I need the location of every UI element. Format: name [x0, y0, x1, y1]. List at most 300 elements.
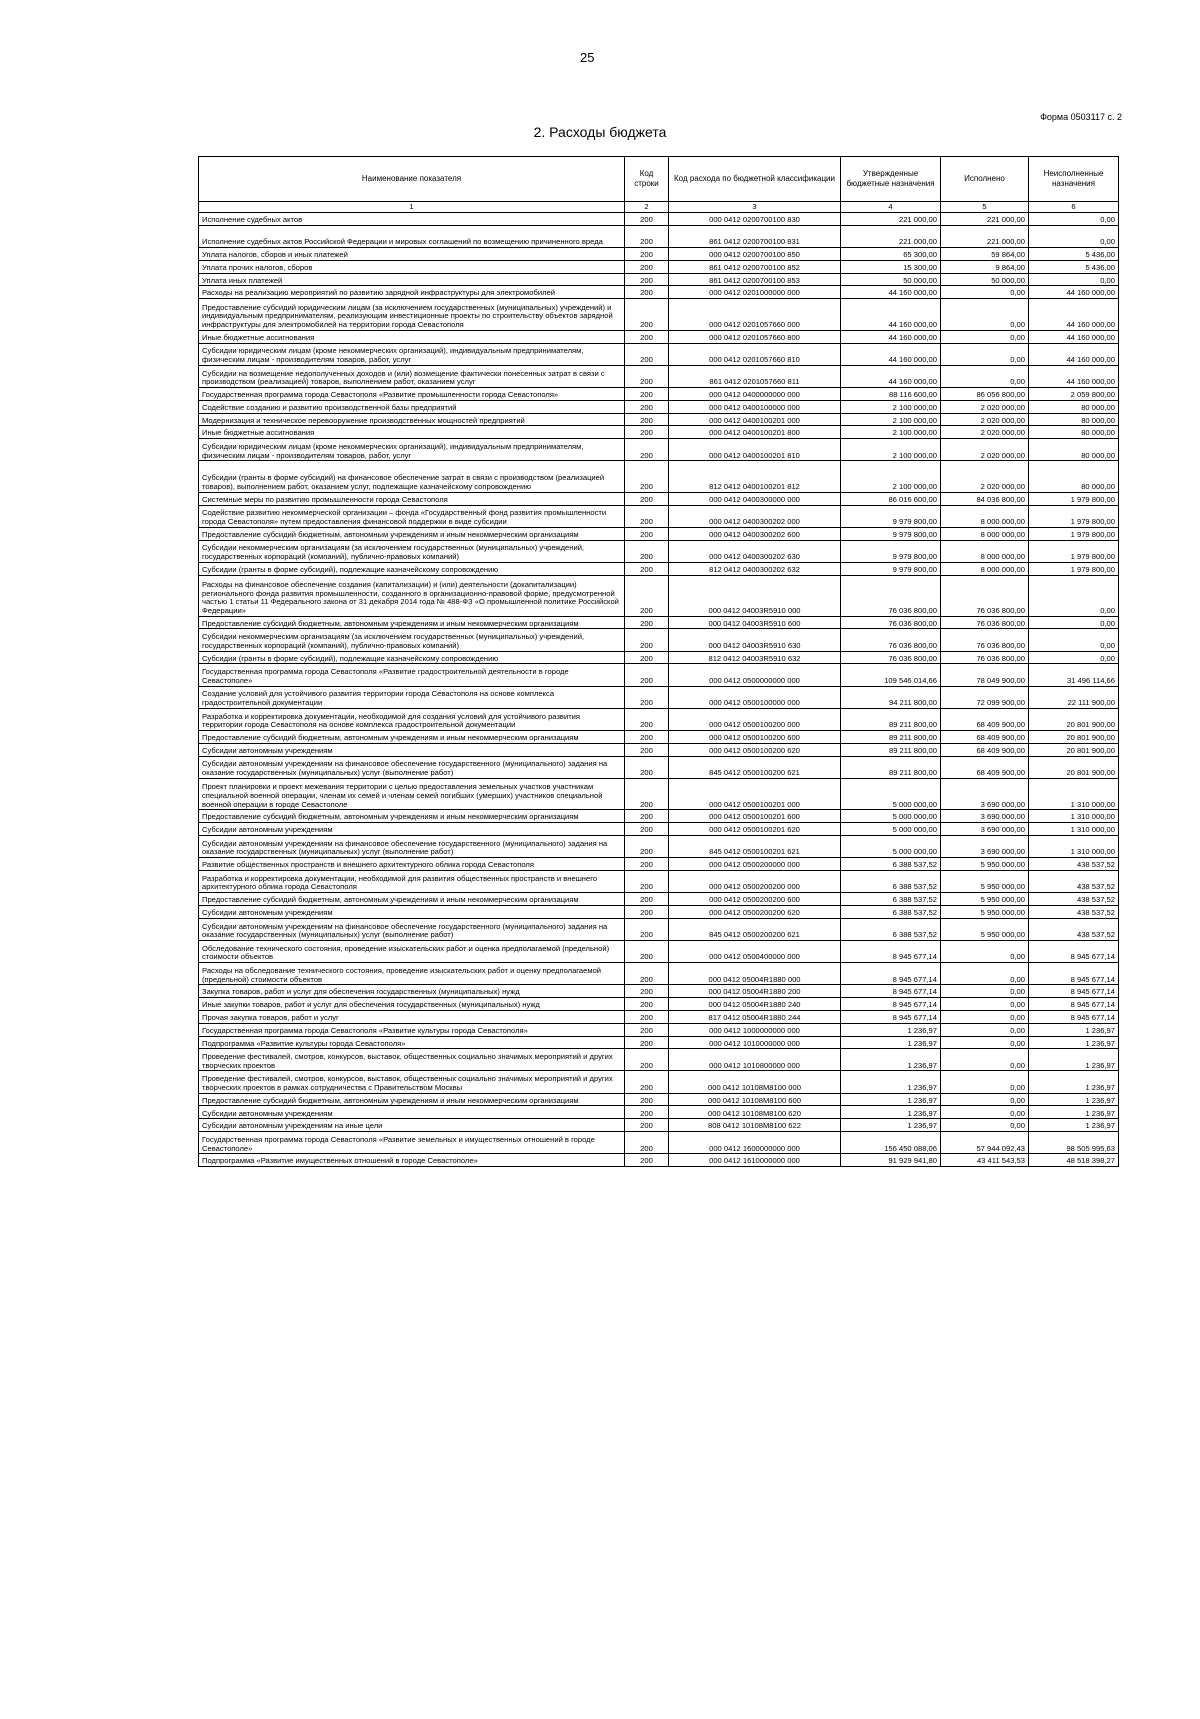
column-number: 3 — [669, 202, 841, 213]
row-name: Разработка и корректировка документации, необходимой для развития общественных пространств и внешнего архитектурного облика города Севастополя — [199, 870, 625, 892]
table-row — [199, 778, 1119, 810]
table-row — [199, 743, 1119, 756]
row-line-code: 200 — [625, 918, 669, 940]
row-approved: 6 388 537,52 — [841, 858, 941, 871]
row-budget-code: 000 0412 0400300202 600 — [669, 527, 841, 540]
row-approved: 50 000,00 — [841, 273, 941, 286]
table-row — [199, 1023, 1119, 1036]
row-executed: 5 950 000,00 — [941, 858, 1029, 871]
row-executed: 2 020 000,00 — [941, 461, 1029, 493]
row-line-code: 200 — [625, 400, 669, 413]
row-unexecuted: 80 000,00 — [1029, 461, 1119, 493]
row-name: Развитие общественных пространств и внешнего архитектурного облика города Севастополя — [199, 858, 625, 871]
row-line-code: 200 — [625, 998, 669, 1011]
row-approved: 88 116 600,00 — [841, 387, 941, 400]
row-unexecuted: 1 236,97 — [1029, 1106, 1119, 1119]
row-budget-code: 000 0412 0500200200 620 — [669, 905, 841, 918]
row-approved: 221 000,00 — [841, 213, 941, 226]
row-approved: 44 160 000,00 — [841, 286, 941, 299]
header-unexecuted: Неисполненные назначения — [1029, 157, 1119, 202]
row-executed: 0,00 — [941, 1036, 1029, 1049]
row-approved: 15 300,00 — [841, 260, 941, 273]
row-budget-code: 808 0412 10108M8100 622 — [669, 1119, 841, 1132]
table-row — [199, 616, 1119, 629]
row-line-code: 200 — [625, 273, 669, 286]
row-budget-code: 000 0412 0500000000 000 — [669, 664, 841, 686]
row-budget-code: 000 0412 0500100200 620 — [669, 743, 841, 756]
row-name: Иные закупки товаров, работ и услуг для обеспечения государственных (муниципальных) нужд — [199, 998, 625, 1011]
row-line-code: 200 — [625, 1023, 669, 1036]
row-unexecuted: 1 310 000,00 — [1029, 810, 1119, 823]
row-name: Обследование технического состояния, проведение изыскательских работ и оценка предполагаемой (предельной) стоимости объектов — [199, 940, 625, 962]
row-name: Подпрограмма «Развитие имущественных отношений в городе Севастополе» — [199, 1154, 625, 1167]
row-approved: 2 100 000,00 — [841, 400, 941, 413]
row-executed: 0,00 — [941, 343, 1029, 365]
row-unexecuted: 1 236,97 — [1029, 1071, 1119, 1093]
row-executed: 84 036 800,00 — [941, 492, 1029, 505]
row-unexecuted: 1 979 800,00 — [1029, 492, 1119, 505]
column-number-row — [199, 202, 1119, 213]
row-approved: 89 211 800,00 — [841, 743, 941, 756]
row-executed: 0,00 — [941, 985, 1029, 998]
row-executed: 3 690 000,00 — [941, 835, 1029, 857]
row-name: Предоставление субсидий бюджетным, автономным учреждениям и иным некоммерческим организациям — [199, 893, 625, 906]
row-line-code: 200 — [625, 858, 669, 871]
row-line-code: 200 — [625, 1119, 669, 1132]
row-approved: 8 945 677,14 — [841, 963, 941, 985]
table-row — [199, 835, 1119, 857]
row-name: Проект планировки и проект межевания территории с целью предоставления земельных участков участникам специальной военной операции, членам их семей и членам семей погибших (умерших) участников специальной военной операции в городе Севастополе — [199, 778, 625, 810]
table-row — [199, 461, 1119, 493]
table-row — [199, 505, 1119, 527]
row-line-code: 200 — [625, 664, 669, 686]
row-unexecuted: 0,00 — [1029, 225, 1119, 247]
row-executed: 0,00 — [941, 1106, 1029, 1119]
row-executed: 0,00 — [941, 940, 1029, 962]
row-executed: 2 020 000,00 — [941, 413, 1029, 426]
row-unexecuted: 1 236,97 — [1029, 1093, 1119, 1106]
table-row — [199, 629, 1119, 651]
row-unexecuted: 44 160 000,00 — [1029, 365, 1119, 387]
row-line-code: 200 — [625, 575, 669, 616]
row-executed: 0,00 — [941, 365, 1029, 387]
row-budget-code: 000 0412 0400100201 810 — [669, 439, 841, 461]
row-unexecuted: 5 436,00 — [1029, 260, 1119, 273]
row-executed: 68 409 900,00 — [941, 731, 1029, 744]
row-approved: 9 979 800,00 — [841, 562, 941, 575]
table-row — [199, 387, 1119, 400]
row-executed: 86 056 800,00 — [941, 387, 1029, 400]
row-line-code: 200 — [625, 651, 669, 664]
row-unexecuted: 1 236,97 — [1029, 1036, 1119, 1049]
row-name: Предоставление субсидий бюджетным, автономным учреждениям и иным некоммерческим организациям — [199, 810, 625, 823]
row-budget-code: 861 0412 0201057660 811 — [669, 365, 841, 387]
row-approved: 6 388 537,52 — [841, 893, 941, 906]
row-unexecuted: 1 979 800,00 — [1029, 540, 1119, 562]
row-approved: 8 945 677,14 — [841, 940, 941, 962]
column-number: 6 — [1029, 202, 1119, 213]
row-executed: 2 020 000,00 — [941, 439, 1029, 461]
row-name: Расходы на обследование технического состояния, проведение изыскательских работ и оценку предполагаемой (предельной) стоимости объектов — [199, 963, 625, 985]
row-budget-code: 000 0412 0200700100 830 — [669, 213, 841, 226]
row-budget-code: 861 0412 0200700100 853 — [669, 273, 841, 286]
row-line-code: 200 — [625, 1132, 669, 1154]
row-budget-code: 000 0412 1610000000 000 — [669, 1154, 841, 1167]
row-executed: 50 000,00 — [941, 273, 1029, 286]
row-line-code: 200 — [625, 905, 669, 918]
section-title: 2. Расходы бюджета — [533, 124, 667, 140]
row-executed: 0,00 — [941, 330, 1029, 343]
row-budget-code: 861 0412 0200700100 831 — [669, 225, 841, 247]
row-budget-code: 000 0412 10108M8100 620 — [669, 1106, 841, 1119]
row-executed: 3 690 000,00 — [941, 823, 1029, 836]
row-unexecuted: 20 801 900,00 — [1029, 708, 1119, 730]
row-executed: 0,00 — [941, 1071, 1029, 1093]
row-line-code: 200 — [625, 492, 669, 505]
row-approved: 76 036 800,00 — [841, 651, 941, 664]
row-unexecuted: 1 310 000,00 — [1029, 823, 1119, 836]
row-budget-code: 000 0412 0500100200 000 — [669, 708, 841, 730]
row-executed: 9 864,00 — [941, 260, 1029, 273]
row-budget-code: 000 0412 0400300202 000 — [669, 505, 841, 527]
row-approved: 8 945 677,14 — [841, 985, 941, 998]
row-unexecuted: 44 160 000,00 — [1029, 330, 1119, 343]
row-name: Субсидии автономным учреждениям на финансовое обеспечение государственного (муниципального) задания на оказание государственных (муниципальных) услуг (выполнение работ) — [199, 918, 625, 940]
row-line-code: 200 — [625, 835, 669, 857]
row-name: Государственная программа города Севастополя «Развитие земельных и имущественных отношений в городе Севастополе» — [199, 1132, 625, 1154]
row-budget-code: 817 0412 05004R1880 244 — [669, 1010, 841, 1023]
row-approved: 1 236,97 — [841, 1071, 941, 1093]
row-approved: 1 236,97 — [841, 1093, 941, 1106]
table-row — [199, 823, 1119, 836]
row-executed: 76 036 800,00 — [941, 629, 1029, 651]
table-row — [199, 1071, 1119, 1093]
row-budget-code: 000 0412 0400300000 000 — [669, 492, 841, 505]
row-budget-code: 000 0412 1010000000 000 — [669, 1036, 841, 1049]
row-unexecuted: 438 537,52 — [1029, 918, 1119, 940]
row-unexecuted: 80 000,00 — [1029, 426, 1119, 439]
table-row — [199, 940, 1119, 962]
table-row — [199, 299, 1119, 331]
row-unexecuted: 80 000,00 — [1029, 439, 1119, 461]
row-approved: 89 211 800,00 — [841, 756, 941, 778]
table-row — [199, 1010, 1119, 1023]
table-row — [199, 527, 1119, 540]
row-executed: 0,00 — [941, 286, 1029, 299]
table-row — [199, 1049, 1119, 1071]
row-executed: 8 000 000,00 — [941, 540, 1029, 562]
row-line-code: 200 — [625, 1093, 669, 1106]
row-name: Субсидии некоммерческим организациям (за исключением государственных (муниципальных) учреждений, государственных корпораций (компаний), публично-правовых компаний) — [199, 540, 625, 562]
row-line-code: 200 — [625, 387, 669, 400]
row-budget-code: 000 0412 05004R1880 240 — [669, 998, 841, 1011]
row-line-code: 200 — [625, 743, 669, 756]
row-executed: 2 020 000,00 — [941, 426, 1029, 439]
row-name: Субсидии (гранты в форме субсидий), подлежащие казначейскому сопровождению — [199, 651, 625, 664]
row-unexecuted: 1 979 800,00 — [1029, 562, 1119, 575]
row-line-code: 200 — [625, 616, 669, 629]
row-unexecuted: 438 537,52 — [1029, 893, 1119, 906]
row-budget-code: 000 0412 05004R1880 000 — [669, 963, 841, 985]
row-name: Предоставление субсидий юридическим лицам (за исключением государственных (муниципальных) учреждений) и индивидуальным предпринимателям, реализующим инвестиционные проекты по строительству объектов зарядной инфраструктуры для электромобилей на территории города Севастополя — [199, 299, 625, 331]
row-name: Субсидии автономным учреждениям на финансовое обеспечение государственного (муниципального) задания на оказание государственных (муниципальных) услуг (выполнение работ) — [199, 756, 625, 778]
row-unexecuted: 80 000,00 — [1029, 400, 1119, 413]
row-line-code: 200 — [625, 505, 669, 527]
row-approved: 2 100 000,00 — [841, 461, 941, 493]
row-executed: 0,00 — [941, 998, 1029, 1011]
row-unexecuted: 0,00 — [1029, 616, 1119, 629]
table-row — [199, 439, 1119, 461]
row-approved: 1 236,97 — [841, 1049, 941, 1071]
table-row — [199, 686, 1119, 708]
column-number: 2 — [625, 202, 669, 213]
row-unexecuted: 438 537,52 — [1029, 905, 1119, 918]
row-approved: 9 979 800,00 — [841, 505, 941, 527]
row-executed: 5 950 000,00 — [941, 918, 1029, 940]
row-executed: 2 020 000,00 — [941, 400, 1029, 413]
row-executed: 5 950 000,00 — [941, 870, 1029, 892]
row-budget-code: 000 0412 0500100200 600 — [669, 731, 841, 744]
row-executed: 68 409 900,00 — [941, 756, 1029, 778]
row-unexecuted: 44 160 000,00 — [1029, 299, 1119, 331]
row-approved: 221 000,00 — [841, 225, 941, 247]
row-approved: 9 979 800,00 — [841, 540, 941, 562]
row-budget-code: 000 0412 10108M8100 000 — [669, 1071, 841, 1093]
row-executed: 8 000 000,00 — [941, 562, 1029, 575]
row-unexecuted: 48 518 398,27 — [1029, 1154, 1119, 1167]
row-line-code: 200 — [625, 299, 669, 331]
row-approved: 5 000 000,00 — [841, 810, 941, 823]
form-label: Форма 0503117 с. 2 — [1040, 112, 1122, 122]
table-body — [199, 213, 1119, 1167]
table-row — [199, 540, 1119, 562]
row-approved: 89 211 800,00 — [841, 731, 941, 744]
row-line-code: 200 — [625, 708, 669, 730]
row-line-code: 200 — [625, 985, 669, 998]
row-line-code: 200 — [625, 330, 669, 343]
row-name: Субсидии юридическим лицам (кроме некоммерческих организаций), индивидуальным предпринимателям, физическим лицам - производителям товаров, работ, услуг — [199, 343, 625, 365]
row-budget-code: 000 0412 10108M8100 600 — [669, 1093, 841, 1106]
row-executed: 0,00 — [941, 299, 1029, 331]
row-name: Прочая закупка товаров, работ и услуг — [199, 1010, 625, 1023]
row-line-code: 200 — [625, 731, 669, 744]
row-budget-code: 000 0412 04003R5910 630 — [669, 629, 841, 651]
table-row — [199, 1093, 1119, 1106]
row-line-code: 200 — [625, 1049, 669, 1071]
row-unexecuted: 1 310 000,00 — [1029, 778, 1119, 810]
row-approved: 5 000 000,00 — [841, 835, 941, 857]
row-line-code: 200 — [625, 527, 669, 540]
row-name: Модернизация и техническое перевооружение производственных мощностей предприятий — [199, 413, 625, 426]
row-budget-code: 000 0412 0500400000 000 — [669, 940, 841, 962]
row-approved: 6 388 537,52 — [841, 905, 941, 918]
row-approved: 5 000 000,00 — [841, 778, 941, 810]
row-name: Субсидии автономным учреждениям на иные цели — [199, 1119, 625, 1132]
table-row — [199, 998, 1119, 1011]
row-approved: 2 100 000,00 — [841, 426, 941, 439]
row-approved: 8 945 677,14 — [841, 998, 941, 1011]
row-line-code: 200 — [625, 426, 669, 439]
table-row — [199, 985, 1119, 998]
header-approved: Утвержденные бюджетные назначения — [841, 157, 941, 202]
row-budget-code: 000 0412 0500200200 600 — [669, 893, 841, 906]
row-executed: 0,00 — [941, 1093, 1029, 1106]
table-row — [199, 247, 1119, 260]
row-line-code: 200 — [625, 629, 669, 651]
row-executed: 0,00 — [941, 1049, 1029, 1071]
row-name: Системные меры по развитию промышленности города Севастополя — [199, 492, 625, 505]
row-line-code: 200 — [625, 413, 669, 426]
row-executed: 0,00 — [941, 963, 1029, 985]
row-budget-code: 000 0412 0500200000 000 — [669, 858, 841, 871]
row-budget-code: 000 0412 0500100201 000 — [669, 778, 841, 810]
row-budget-code: 000 0412 0201057660 000 — [669, 299, 841, 331]
row-unexecuted: 0,00 — [1029, 651, 1119, 664]
row-executed: 221 000,00 — [941, 213, 1029, 226]
table-row — [199, 575, 1119, 616]
row-unexecuted: 438 537,52 — [1029, 858, 1119, 871]
row-unexecuted: 0,00 — [1029, 629, 1119, 651]
row-line-code: 200 — [625, 686, 669, 708]
row-unexecuted: 8 945 677,14 — [1029, 963, 1119, 985]
table-row — [199, 731, 1119, 744]
row-budget-code: 845 0412 0500100200 621 — [669, 756, 841, 778]
row-unexecuted: 8 945 677,14 — [1029, 998, 1119, 1011]
row-name: Субсидии некоммерческим организациям (за исключением государственных (муниципальных) учреждений, государственных корпораций (компаний), публично-правовых компаний) — [199, 629, 625, 651]
row-executed: 57 944 092,43 — [941, 1132, 1029, 1154]
row-executed: 0,00 — [941, 1023, 1029, 1036]
row-approved: 1 236,97 — [841, 1106, 941, 1119]
table-row — [199, 963, 1119, 985]
row-unexecuted: 20 801 900,00 — [1029, 731, 1119, 744]
row-line-code: 200 — [625, 1106, 669, 1119]
row-approved: 8 945 677,14 — [841, 1010, 941, 1023]
row-approved: 109 546 014,66 — [841, 664, 941, 686]
row-executed: 43 411 543,53 — [941, 1154, 1029, 1167]
row-name: Субсидии (гранты в форме субсидий) на финансовое обеспечение затрат в связи с производством (реализацией товаров), выполнением работ, оказанием услуг, подлежащие казначейскому сопровождению — [199, 461, 625, 493]
row-budget-code: 812 0412 04003R5910 632 — [669, 651, 841, 664]
row-name: Субсидии юридическим лицам (кроме некоммерческих организаций), индивидуальным предпринимателям, физическим лицам - производителям товаров, работ, услуг — [199, 439, 625, 461]
row-budget-code: 000 0412 04003R5910 600 — [669, 616, 841, 629]
row-line-code: 200 — [625, 213, 669, 226]
row-budget-code: 000 0412 04003R5910 000 — [669, 575, 841, 616]
row-line-code: 200 — [625, 562, 669, 575]
row-unexecuted: 5 436,00 — [1029, 247, 1119, 260]
row-line-code: 200 — [625, 1154, 669, 1167]
row-line-code: 200 — [625, 365, 669, 387]
row-name: Субсидии на возмещение недополученных доходов и (или) возмещение фактически понесенных затрат в связи с производством (реализацией) товаров, выполнением работ, оказанием услуг — [199, 365, 625, 387]
row-budget-code: 000 0412 1600000000 000 — [669, 1132, 841, 1154]
row-executed: 8 000 000,00 — [941, 527, 1029, 540]
row-unexecuted: 20 801 900,00 — [1029, 756, 1119, 778]
row-unexecuted: 0,00 — [1029, 213, 1119, 226]
table-row — [199, 413, 1119, 426]
row-budget-code: 000 0412 0400300202 630 — [669, 540, 841, 562]
row-name: Предоставление субсидий бюджетным, автономным учреждениям и иным некоммерческим организациям — [199, 731, 625, 744]
row-line-code: 200 — [625, 439, 669, 461]
row-line-code: 200 — [625, 461, 669, 493]
row-unexecuted: 8 945 677,14 — [1029, 985, 1119, 998]
row-name: Уплата иных платежей — [199, 273, 625, 286]
row-budget-code: 812 0412 0400100201 812 — [669, 461, 841, 493]
row-budget-code: 000 0412 0200700100 850 — [669, 247, 841, 260]
column-number: 1 — [199, 202, 625, 213]
row-executed: 3 690 000,00 — [941, 778, 1029, 810]
row-budget-code: 000 0412 0500100000 000 — [669, 686, 841, 708]
row-unexecuted: 0,00 — [1029, 273, 1119, 286]
row-name: Предоставление субсидий бюджетным, автономным учреждениям и иным некоммерческим организациям — [199, 616, 625, 629]
row-budget-code: 000 0412 0201000000 000 — [669, 286, 841, 299]
row-approved: 94 211 800,00 — [841, 686, 941, 708]
row-unexecuted: 8 945 677,14 — [1029, 940, 1119, 962]
row-approved: 2 100 000,00 — [841, 413, 941, 426]
row-unexecuted: 98 505 995,63 — [1029, 1132, 1119, 1154]
row-unexecuted: 1 979 800,00 — [1029, 505, 1119, 527]
row-budget-code: 845 0412 0500100201 621 — [669, 835, 841, 857]
row-approved: 6 388 537,52 — [841, 870, 941, 892]
row-name: Разработка и корректировка документации, необходимой для создания условий для устойчивого развития территории города Севастополя на основе комплекса градостроительной документации — [199, 708, 625, 730]
row-unexecuted: 2 059 800,00 — [1029, 387, 1119, 400]
row-approved: 2 100 000,00 — [841, 439, 941, 461]
table-row — [199, 1036, 1119, 1049]
row-line-code: 200 — [625, 286, 669, 299]
row-approved: 1 236,97 — [841, 1119, 941, 1132]
header-budget-code: Код расхода по бюджетной классификации — [669, 157, 841, 202]
row-approved: 44 160 000,00 — [841, 299, 941, 331]
row-budget-code: 000 0412 0400000000 000 — [669, 387, 841, 400]
row-budget-code: 000 0412 0400100201 000 — [669, 413, 841, 426]
row-budget-code: 861 0412 0200700100 852 — [669, 260, 841, 273]
row-name: Иные бюджетные ассигнования — [199, 330, 625, 343]
row-line-code: 200 — [625, 756, 669, 778]
row-unexecuted: 438 537,52 — [1029, 870, 1119, 892]
table-row — [199, 756, 1119, 778]
row-line-code: 200 — [625, 260, 669, 273]
table-row — [199, 213, 1119, 226]
header-executed: Исполнено — [941, 157, 1029, 202]
row-line-code: 200 — [625, 870, 669, 892]
table-row — [199, 708, 1119, 730]
row-approved: 89 211 800,00 — [841, 708, 941, 730]
row-budget-code: 845 0412 0500200200 621 — [669, 918, 841, 940]
expenditure-table — [198, 156, 1119, 1167]
row-name: Закупка товаров, работ и услуг для обеспечения государственных (муниципальных) нужд — [199, 985, 625, 998]
row-unexecuted: 8 945 677,14 — [1029, 1010, 1119, 1023]
row-executed: 72 099 900,00 — [941, 686, 1029, 708]
row-approved: 91 929 941,80 — [841, 1154, 941, 1167]
row-name: Проведение фестивалей, смотров, конкурсов, выставок, общественных социально значимых мероприятий и других творческих проектов в рамках сотрудничества с Правительством Москвы — [199, 1071, 625, 1093]
row-name: Государственная программа города Севастополя «Развитие промышленности города Севастополя» — [199, 387, 625, 400]
row-unexecuted: 1 236,97 — [1029, 1119, 1119, 1132]
row-unexecuted: 0,00 — [1029, 575, 1119, 616]
row-name: Содействие развитию некоммерческой организации – фонда «Государственный фонд развития промышленности города Севастополя» путем предоставления финансовой поддержки в виде субсидии — [199, 505, 625, 527]
row-budget-code: 812 0412 0400300202 632 — [669, 562, 841, 575]
row-budget-code: 000 0412 0201057660 800 — [669, 330, 841, 343]
row-name: Уплата прочих налогов, сборов — [199, 260, 625, 273]
table-row — [199, 1119, 1119, 1132]
table-row — [199, 905, 1119, 918]
header-name: Наименование показателя — [199, 157, 625, 202]
column-number: 4 — [841, 202, 941, 213]
row-executed: 5 950 000,00 — [941, 893, 1029, 906]
row-approved: 44 160 000,00 — [841, 343, 941, 365]
row-name: Государственная программа города Севастополя «Развитие культуры города Севастополя» — [199, 1023, 625, 1036]
table-row — [199, 330, 1119, 343]
row-executed: 59 864,00 — [941, 247, 1029, 260]
row-approved: 76 036 800,00 — [841, 629, 941, 651]
row-executed: 68 409 900,00 — [941, 743, 1029, 756]
table-row — [199, 664, 1119, 686]
